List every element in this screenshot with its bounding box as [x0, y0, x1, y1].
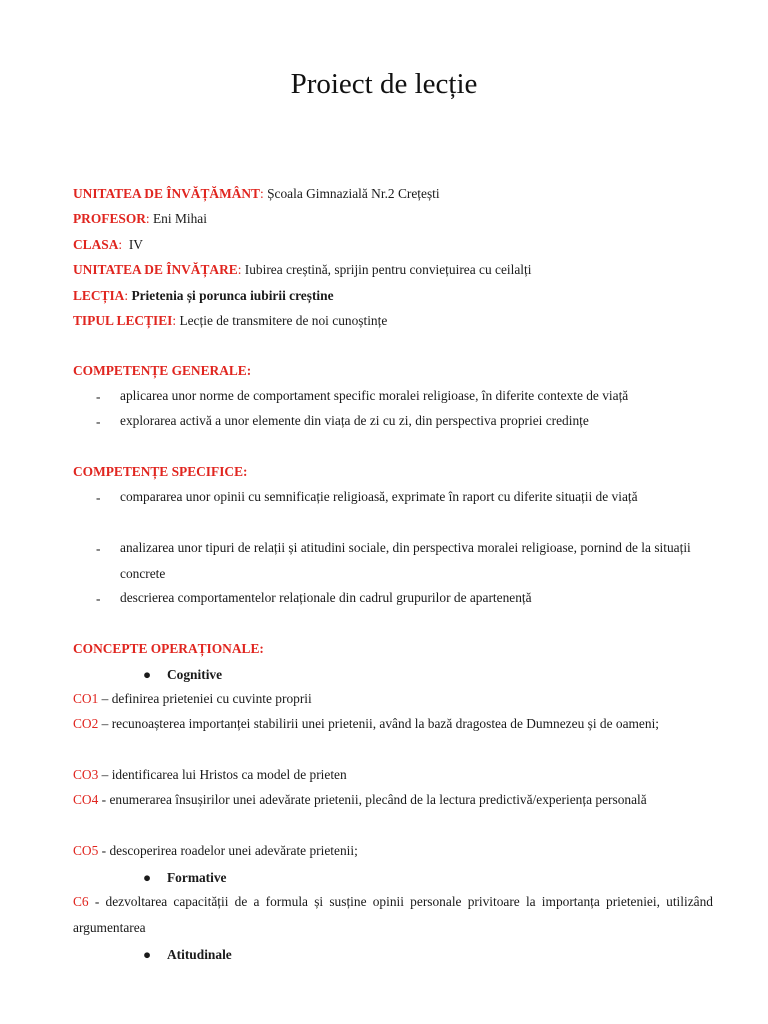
objective-c6: C6 - dezvoltarea capacității de a formula și susține opinii personale privitoare la importanța prieteniei, utilizând argumentarea — [73, 894, 713, 935]
info-lesson: LECȚIA: Prietenia și porunca iubirii creștine — [73, 288, 334, 303]
formative-label: Formative — [167, 870, 227, 885]
info-school: UNITATEA DE ÎNVĂȚĂMÂNT: Școala Gimnazială Nr.2 Crețești — [73, 186, 440, 201]
dash-marker: - — [96, 541, 101, 556]
info-teacher: PROFESOR: Eni Mihai — [73, 211, 207, 226]
general-competences-heading: COMPETENȚE GENERALE: — [73, 363, 252, 378]
objective-co1: CO1 – definirea prieteniei cu cuvinte proprii — [73, 691, 312, 706]
specific-competence-item: compararea unor opinii cu semnificație religioasă, exprimate în raport cu diferite situații de viață — [120, 489, 638, 504]
dash-marker: - — [96, 591, 101, 606]
bullet-marker: ● — [143, 947, 152, 962]
general-competence-item: explorarea activă a unor elemente din viața de zi cu zi, din perspectiva propriei credințe — [120, 413, 589, 428]
info-class: CLASA: IV — [73, 237, 143, 252]
objective-co2: CO2 – recunoașterea importanței stabilirii unei prietenii, având la bază dragostea de Dumnezeu și de oameni; — [73, 716, 660, 731]
concepts-heading: CONCEPTE OPERAȚIONALE: — [73, 641, 264, 656]
objective-co3: CO3 – identificarea lui Hristos ca model de prieten — [73, 767, 347, 782]
general-competence-item: aplicarea unor norme de comportament specific moralei religioase, în diferite contexte de viață — [120, 388, 629, 403]
attitudinal-label: Atitudinale — [167, 947, 232, 962]
info-lesson-type: TIPUL LECȚIEI: Lecție de transmitere de noi cunoștințe — [73, 313, 388, 328]
objective-co4: CO4 - enumerarea însușirilor unei adevărate prietenii, plecând de la lectura predictivă/experiența personală — [73, 792, 647, 807]
dash-marker: - — [96, 414, 101, 429]
info-unit: UNITATEA DE ÎNVĂȚARE: Iubirea creștină, sprijin pentru conviețuirea cu ceilalți — [73, 262, 532, 277]
dash-marker: - — [96, 490, 101, 505]
bullet-marker: ● — [143, 870, 152, 885]
cognitive-label: Cognitive — [167, 667, 223, 682]
objective-co5: CO5 - descoperirea roadelor unei adevărate prietenii; — [73, 843, 358, 858]
specific-competence-item: descrierea comportamentelor relaționale din cadrul grupurilor de apartenență — [120, 590, 532, 605]
dash-marker: - — [96, 389, 101, 404]
page-title: Proiect de lecție — [290, 68, 478, 100]
bullet-marker: ● — [143, 667, 152, 682]
specific-competence-item: analizarea unor tipuri de relații și atitudini sociale, din perspectiva moralei religioase, pornind de la situații concrete — [120, 540, 691, 581]
specific-competences-heading: COMPETENȚE SPECIFICE: — [73, 464, 248, 479]
